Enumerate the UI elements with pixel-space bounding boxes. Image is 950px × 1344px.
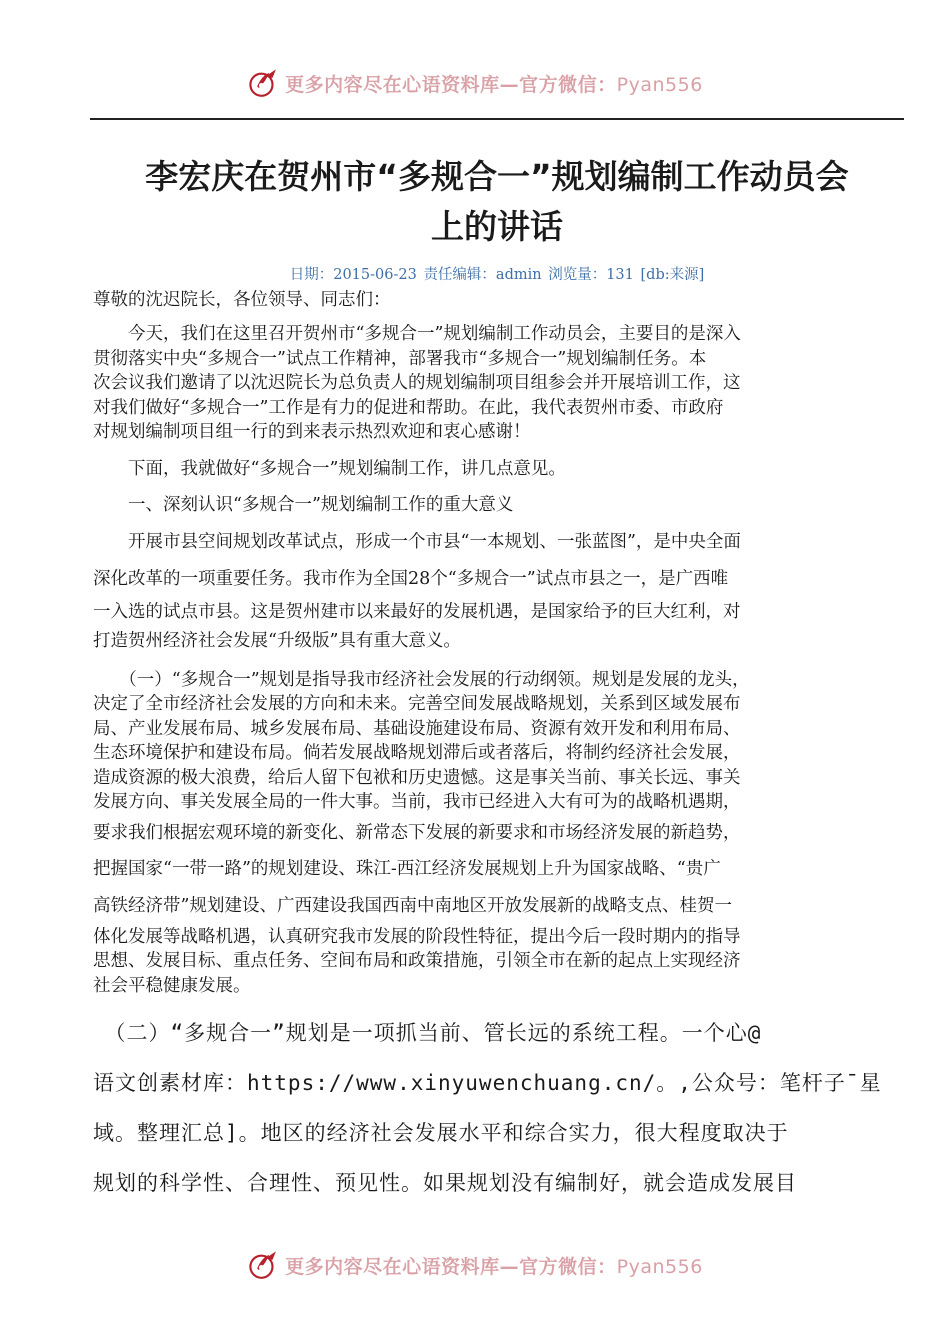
text-line: 局、产业发展布局、城乡发展布局、基础设施建设布局、资源有效开发和利用布局、	[93, 718, 741, 739]
text-line: 思想、发展目标、重点任务、空间布局和政策措施，引领全市在新的起点上实现经济	[93, 951, 741, 971]
meta-views: 浏览量：131	[548, 267, 634, 283]
text-line: 生态环境保护和建设布局。倘若发展战略规划滞后或者落后，将制约经济社会发展，	[93, 743, 741, 763]
text-line: 要求我们根据宏观环境的新变化、新常态下发展的新要求和市场经济发展的新趋势，	[93, 822, 741, 843]
wechat-handle: Pyan556	[616, 73, 703, 96]
text-line: 规划的科学性、合理性、预见性。如果规划没有编制好，就会造成发展目	[93, 1171, 797, 1195]
title-line-2: 上的讲话	[431, 207, 563, 246]
article-body	[93, 286, 905, 1208]
meta-editor: 责任编辑：admin	[423, 267, 542, 283]
text-line: 决定了全市经济社会发展的方向和未来。完善空间发展战略规划，关系到区域发展布	[93, 694, 741, 714]
text-line: 一入选的试点市县。这是贺州建市以来最好的发展机遇，是国家给予的巨大红利，对	[93, 601, 741, 622]
text-line: （二）“多规合一”规划是一项抓当前、管长远的系统工程。一个心@	[93, 1021, 762, 1045]
paragraph-reform	[93, 524, 905, 656]
text-line: 对规划编制项目组一行的到来表示热烈欢迎和衷心感谢！	[93, 422, 531, 442]
article-meta	[90, 263, 904, 284]
text-line: 体化发展等战略机遇，认真研究我市发展的阶段性特征，提出今后一段时期内的指导	[93, 926, 741, 947]
paragraph-opinions: 下面，我就做好“多规合一”规划编制工作，讲几点意见。	[93, 458, 566, 479]
brand-logo-icon	[247, 1248, 281, 1282]
header-divider	[90, 118, 904, 120]
text-line: 次会议我们邀请了以沈迟院长为总负责人的规划编制项目组参会并开展培训工作，这	[93, 373, 741, 393]
paragraph-section-one	[93, 668, 905, 999]
text-line: 社会平稳健康发展。	[93, 975, 251, 996]
section-heading-1: 一、深刻认识“多规合一”规划编制工作的重大意义	[93, 495, 514, 515]
text-line: 发展方向、事关发展全局的一件大事。当前，我市已经进入大有可为的战略机遇期，	[93, 792, 741, 812]
brand-logo-icon	[247, 66, 281, 100]
text-line: 开展市县空间规划改革试点，形成一个市县“一本规划、一张蓝图”，是中央全面	[93, 531, 741, 552]
text-line: 造成资源的极大浪费，给后人留下包袱和历史遗憾。这是事关当前、事关长远、事关	[93, 767, 741, 788]
text-line: 深化改革的一项重要任务。我市作为全国28个“多规合一”试点市县之一，是广西唯	[93, 568, 729, 589]
meta-date: 日期：2015-06-23	[289, 267, 417, 283]
meta-source: [db:来源]	[640, 267, 705, 283]
text-line: 打造贺州经济社会发展“升级版”具有重大意义。	[93, 630, 461, 651]
text-line: 语文创素材库：https://www.xinyuwenchuang.cn/。,公众号：笔杆子¯星	[93, 1071, 882, 1095]
text-line: 域。整理汇总]。地区的经济社会发展水平和综合实力，很大程度取决于	[93, 1121, 789, 1145]
text-line: （一）“多规合一”规划是指导我市经济社会发展的行动纲领。规划是发展的龙头，	[93, 669, 750, 690]
banner-text: 更多内容尽在心语资料库—官方微信：Pyan556	[285, 1255, 703, 1278]
text-line: 高铁经济带”规划建设、广西建设我国西南中南地区开放发展新的战略支点、桂贺一	[93, 895, 732, 916]
paragraph-intro	[93, 322, 905, 445]
text-line: 今天，我们在这里召开贺州市“多规合一”规划编制工作动员会，主要目的是深入	[93, 324, 741, 344]
salutation: 尊敬的沈迟院长，各位领导、同志们：	[93, 290, 391, 310]
banner-text: 更多内容尽在心语资料库—官方微信：Pyan556	[285, 73, 703, 96]
article-title	[90, 152, 904, 252]
title-line-1: 李宏庆在贺州市“多规合一”规划编制工作动员会	[145, 157, 849, 196]
paragraph-section-two	[93, 1008, 905, 1208]
wechat-handle: Pyan556	[616, 1255, 703, 1278]
header-banner	[0, 58, 950, 108]
text-line: 贯彻落实中央“多规合一”试点工作精神，部署我市“多规合一”规划编制任务。本	[93, 348, 707, 369]
text-line: 把握国家“一带一路”的规划建设、珠江-西江经济发展规划上升为国家战略、“贵广	[93, 858, 721, 879]
footer-banner	[0, 1240, 950, 1290]
text-line: 对我们做好“多规合一”工作是有力的促进和帮助。在此，我代表贺州市委、市政府	[93, 397, 724, 418]
